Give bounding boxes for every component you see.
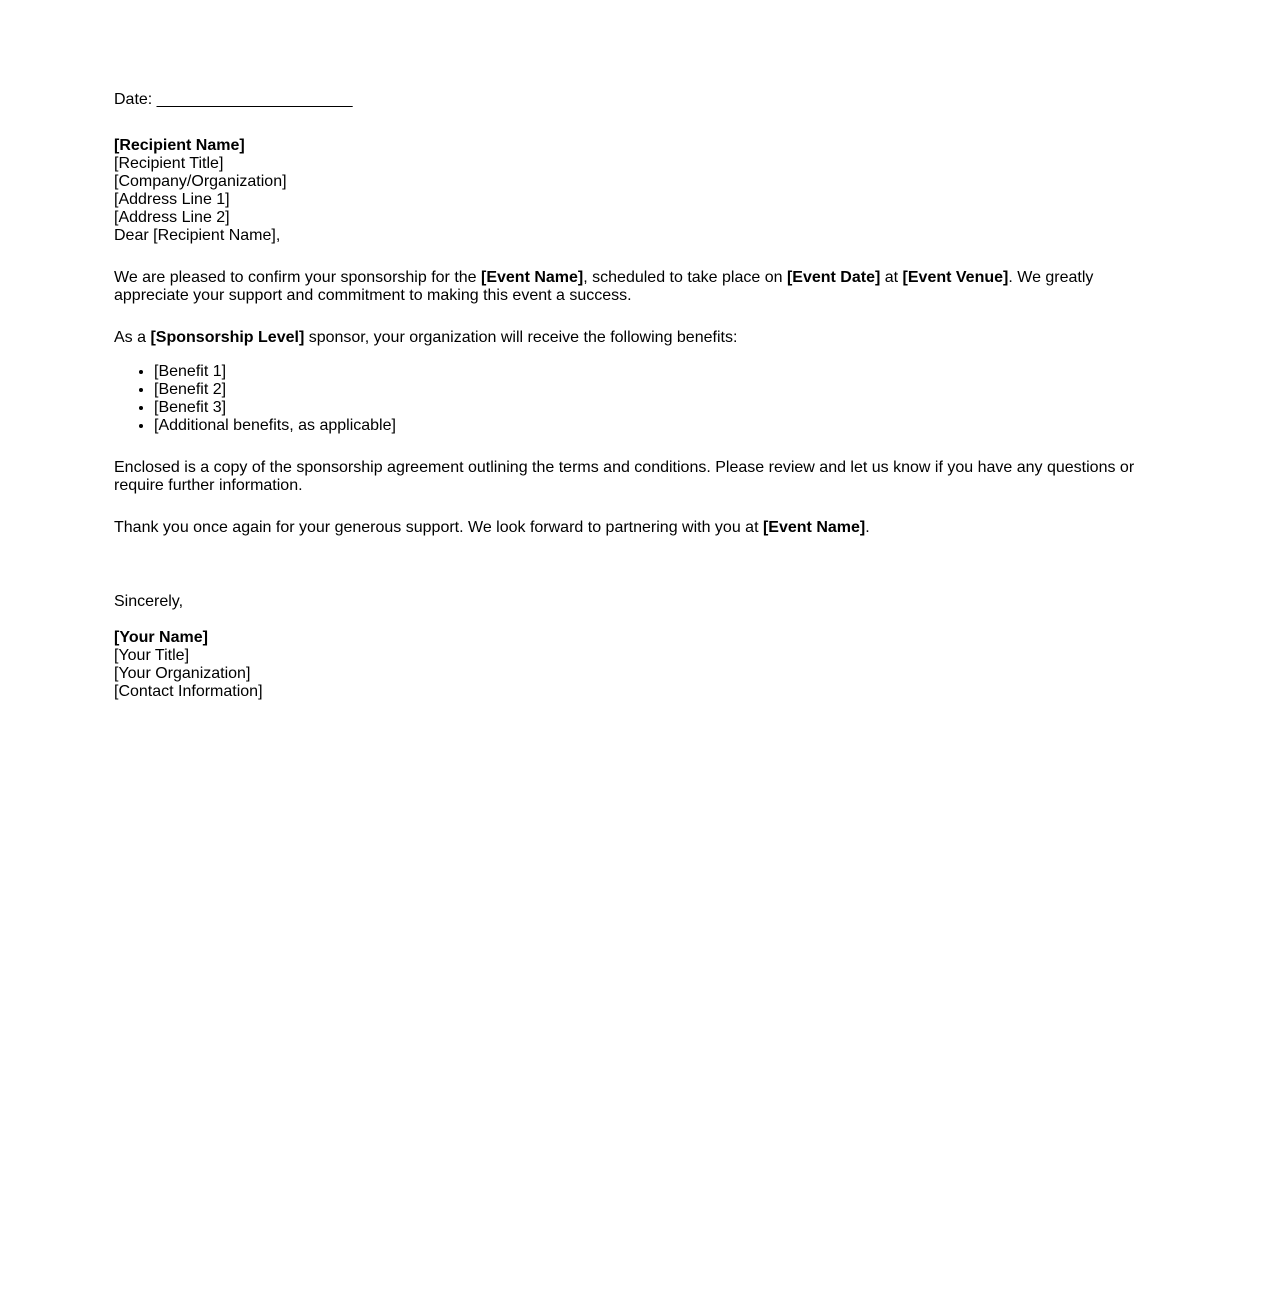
date-line	[114, 91, 1154, 109]
recipient-name: [Recipient Name]	[114, 137, 245, 154]
sender-contact: [Contact Information]	[114, 683, 263, 700]
paragraph-text: .	[865, 519, 870, 536]
thank-you-paragraph	[114, 519, 1154, 537]
confirmation-paragraph	[114, 269, 1154, 305]
recipient-block	[114, 137, 1154, 227]
benefits-intro-paragraph	[114, 329, 1154, 347]
sender-title: [Your Title]	[114, 647, 190, 664]
sender-organization: [Your Organization]	[114, 665, 251, 682]
paragraph-text: at	[880, 269, 903, 286]
recipient-company: [Company/Organization]	[114, 173, 287, 190]
list-item: • [Additional benefits, as applicable]	[154, 417, 1154, 435]
event-date: [Event Date]	[786, 269, 881, 286]
benefits-list	[114, 363, 1154, 435]
list-item: • [Benefit 2]	[154, 381, 1154, 399]
paragraph-text: sponsor, your organization will receive the following benefits:	[304, 329, 738, 346]
event-name: [Event Name]	[762, 519, 866, 536]
paragraph-text: As a	[114, 329, 151, 346]
letter	[114, 91, 1154, 701]
date-blank: ______________________	[156, 91, 353, 108]
recipient-address-line-1: [Address Line 1]	[114, 191, 230, 208]
signature-block	[114, 629, 1154, 701]
paragraph-text: Thank you once again for your generous support. We look forward to partnering with you at	[114, 519, 763, 536]
sponsorship-level: [Sponsorship Level]	[150, 329, 305, 346]
recipient-address-line-2: [Address Line 2]	[114, 209, 230, 226]
salutation: Dear [Recipient Name],	[114, 227, 281, 244]
list-item: • [Benefit 3]	[154, 399, 1154, 417]
sender-name: [Your Name]	[114, 629, 208, 646]
paragraph-text: , scheduled to take place on	[583, 269, 787, 286]
paragraph-text: We are pleased to confirm your sponsorship for the	[114, 269, 481, 286]
paragraph-text: . We greatly appreciate your support and commitment to making this event a success.	[114, 269, 1094, 304]
recipient-title: [Recipient Title]	[114, 155, 224, 172]
closing: Sincerely,	[114, 593, 184, 610]
agreement-paragraph: Enclosed is a copy of the sponsorship agreement outlining the terms and conditions. Please review and let us know if you have any questions or require further information.	[114, 459, 1135, 494]
list-item: • [Benefit 1]	[154, 363, 1154, 381]
date-label: Date:	[114, 91, 153, 108]
event-name: [Event Name]	[481, 269, 584, 286]
event-venue: [Event Venue]	[902, 269, 1009, 286]
